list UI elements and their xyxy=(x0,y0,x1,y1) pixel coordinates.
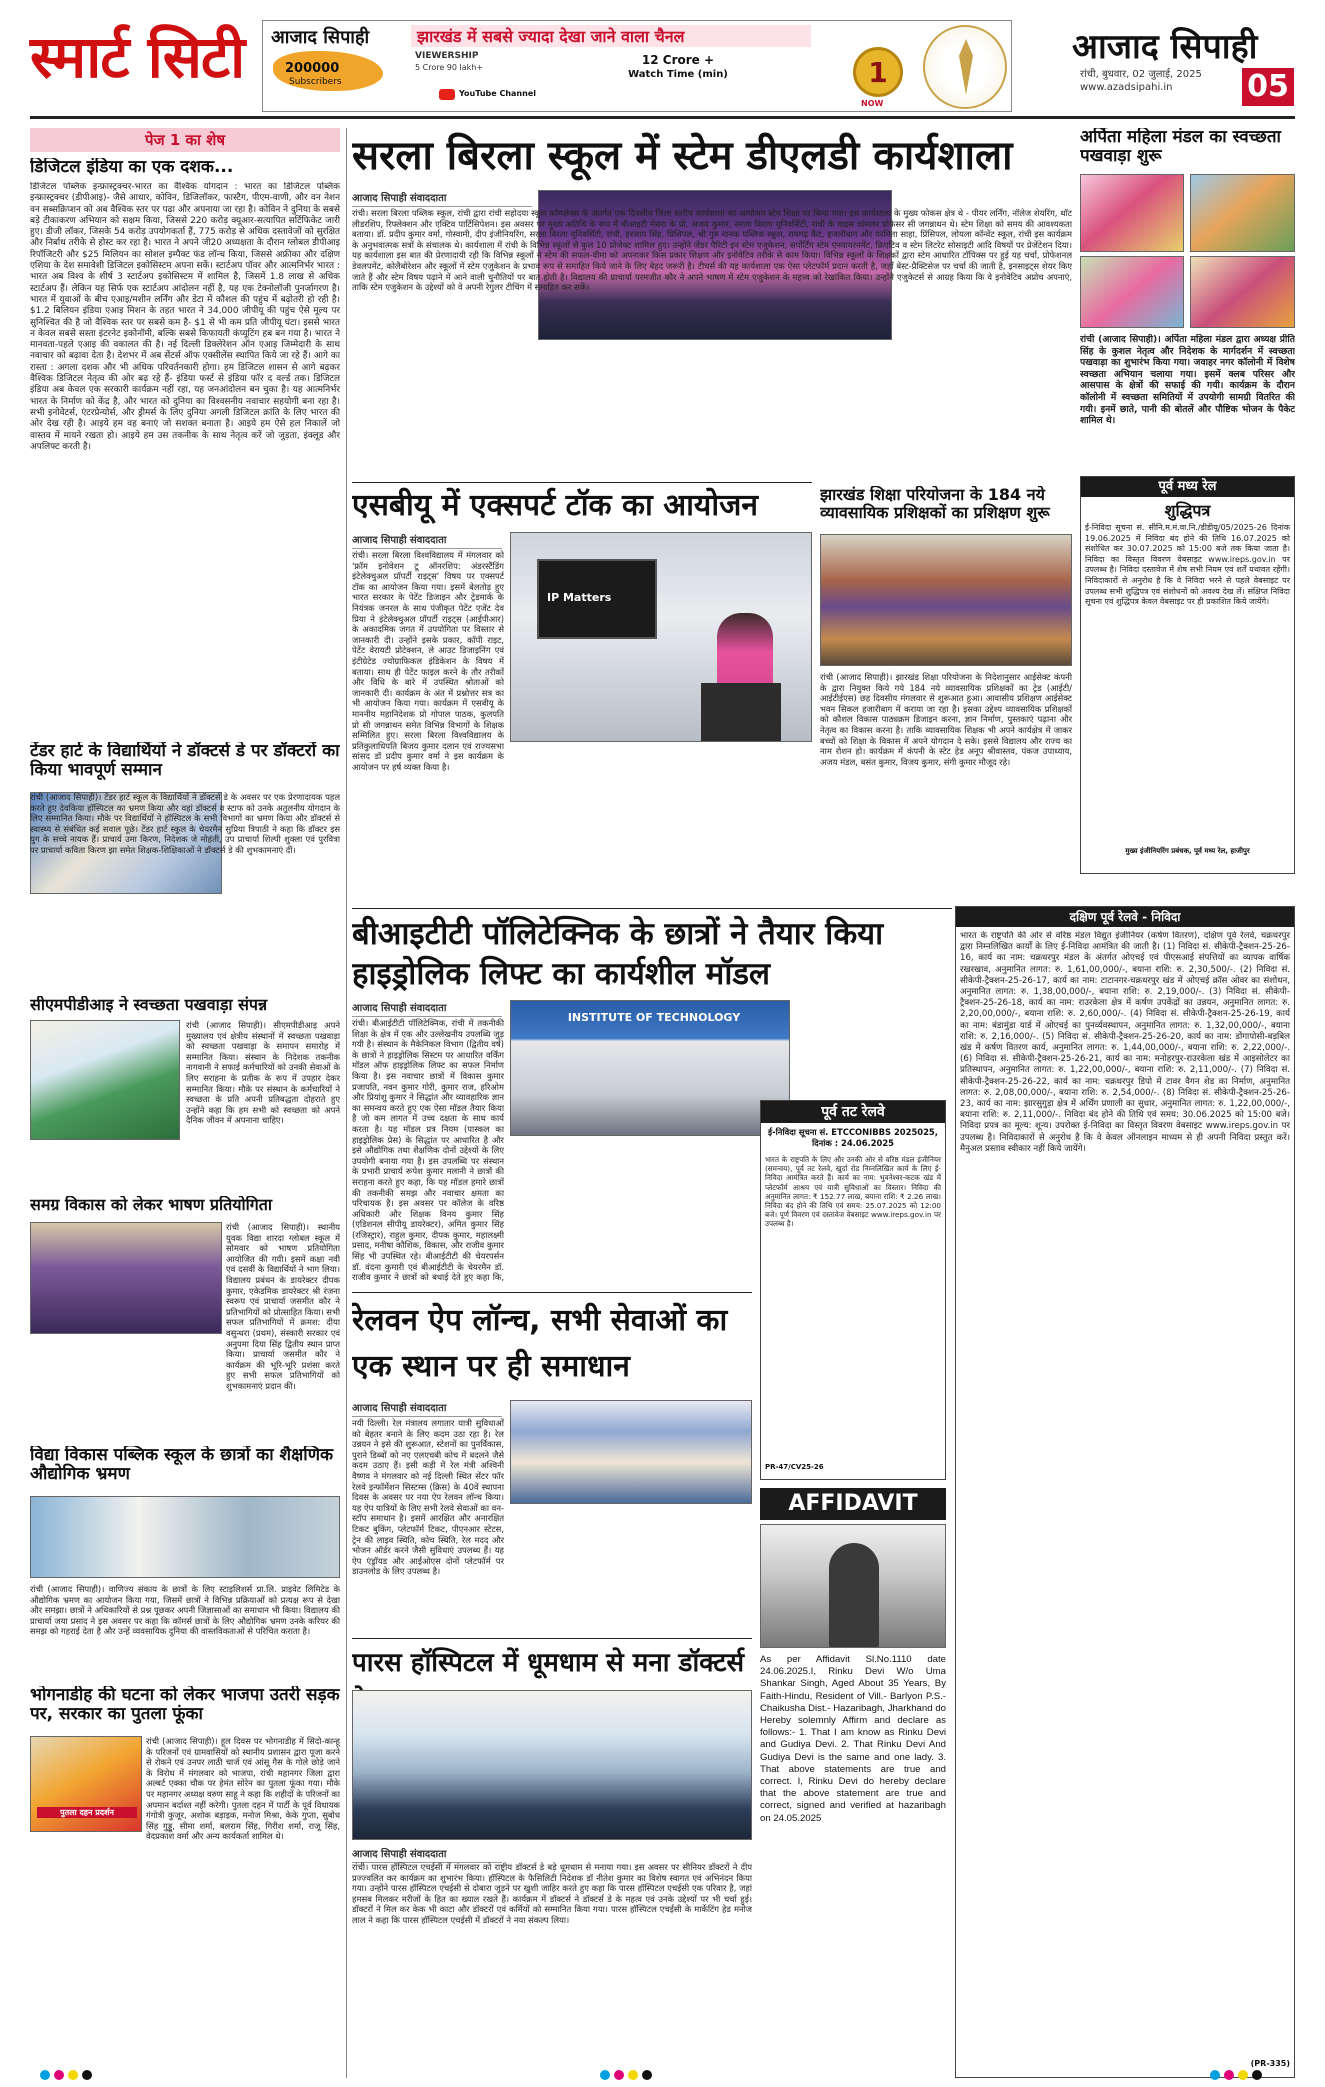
arpita-headline: अर्पिता महिला मंडल का स्वच्छता पखवाड़ा शुरू xyxy=(1080,128,1281,167)
arpita-photo-4 xyxy=(1190,256,1295,328)
digital-india-body: डिजिटल पब्लिक इन्फ्रास्ट्रक्चर-भारत का वैश्विक योगदान : भारत का डिजिटल पब्लिक इन्फ्रास्ट्रक्चर (डीपीआइ)- जैसे आधार, कोविन, डिजिलॉकर, फास्टैग, पीएम-वाणी, और वन नेशन वन सब्सक्रिप्शन को अब वैश्विक स्तर पर पढ़ा और अपनाया जा रहा है। कोविन ने दुनिया के सबसे बड़े टीकाकरण अभियान को सक्षम किया, जिससे 220 करोड़ क्यूआर-सत्यापित सर्टिफिकेट जारी हुए। डीजी लॉकर, जिसके 54 करोड़ उपयोगकर्ता हैं, 775 करोड़ से अधिक दस्तावेजों को सुरक्षित और निर्बाध तरीके से होस्ट कर रहा है। भारत ने अपने जी20 अध्यक्षता के दौरान ग्लोबल डीपीआइ रिपॉजिटरी और $25 मिलियन का सोशल इम्पैक्ट फंड लॉन्च किया, जिससे अफ्रीका और दक्षिण एशिया के देश समावेशी डिजिटल इकोसिस्टम अपना सकें। स्टार्टअप पॉवर और आत्मनिर्भर भारत : भारत अब विश्व के शीर्ष 3 स्टार्टअप इकोसिस्टम में शामिल है, जिसमें 1.8 लाख से अधिक स्टार्टअप हैं। लेकिन यह सिर्फ एक स्टार्टअप आंदोलन नहीं है, यह एक टेक्नोलॉजी पुनर्जागरण है। भारत में युवाओं के बीच एआइ/मशीन लर्निंग और डेटा में कौशल की पहुंच में बढ़ोतरी हो रही है। $1.2 बिलियन इंडिया एआइ मिशन के तहत भारत ने 34,000 जीपीयू की पहुंच ऐसे मूल्य पर सुनिश्चित की है जो वैश्विक स्तर पर सबसे कम है- $1 से भी कम प्रति जीपीयू घंटा। इससे भारत न केवल सबसे सस्ता इंटरनेट इकोनॉमी, बल्कि सबसे किफायती कंप्यूटिंग हब बन गया है। भारत ने मानवता-पहले एआइ की वकालत की है। नई दिल्ली डिक्लेरेशन ऑन एआइ जिम्मेदारी के साथ नवाचार को बढ़ावा देता है। देशभर में अब सेंटर्स ऑफ एक्सीलेंस स्थापित किये जा रहे हैं। आगे का रास्ता : अगला दशक और भी अधिक परिवर्तनकारी होगा। हम डिजिटल शासन से आगे बढ़कर वैश्विक डिजिटल नेतृत्व की ओर बढ़ रहे हैं- इंडिया फर्स्ट से इंडिया फॉर द वर्ल्ड तक। डिजिटल इंडिया अब केवल एक सरकारी कार्यक्रम नहीं रहा, यह जनआंदोलन बन चुका है। यह आत्मनिर्भर भारत के निर्माण को केंद्र है, और भारत को दुनिया का विश्वसनीय नवाचार सहयोगी बना रहा है। सभी इनोवेटर्स, एंटरप्रेन्योर्स, और ड्रीमर्स के लिए दुनिया अगली डिजिटल क्रांति के लिए भारत की ओर देख रही है। आइये हम वह बनाएं जो सशक्त बनाता है। आइये हम ऐसे हल निकालें जो वास्तव में मायने रखता हो। आइये हम उस तकनीक के साथ नेतृत्व करें जो जुड़ता, इंक्लूड और अपलिफ्ट करती है। xyxy=(30,182,340,452)
affidavit-notice xyxy=(760,1488,946,2078)
railone-photo xyxy=(510,1400,752,1504)
award-number: 1 xyxy=(868,56,888,89)
cmpdi-headline: सीएमपीडीआइ ने स्वच्छता पखवाड़ा संपन्न xyxy=(30,996,268,1014)
award-medal-icon xyxy=(853,47,903,97)
ser-header: दक्षिण पूर्व रेलवे - निविदा xyxy=(956,907,1294,927)
ecr-body: ई-निविदा सूचना सं. सीनि.म.मं.वा.नि./डीडीयू/05/2025-26 दिनांक 19.06.2025 में निविदा बंद होने की तिथि 16.07.2025 को संशोधित कर 30.07.2025 को 15:00 बजे तक किया जाता है। निविदा का विस्तृत विवरण वेबसाइट www.ireps.gov.in पर उपलब्ध है। निविदा दस्तावेज में शेष सभी नियम एवं शर्तें यथावत रहेंगी। निविदाकारों से अनुरोध है कि वे निविदा भरने से पहले वेबसाइट पर उपलब्ध सभी शुद्धिपत्र एवं संशोधनों को अवश्य देख लें। संक्षिप्त निविदा सूचना एवं शुद्धिपत्र केवल वेबसाइट पर ही प्रकाशित किये जायेंगे। xyxy=(1085,523,1290,607)
paras-photo xyxy=(352,1690,752,1840)
page-continued-label: पेज 1 का शेष xyxy=(30,128,340,152)
arpita-photo-1 xyxy=(1080,174,1184,252)
arpita-body: रांची (आजाद सिपाही)। अर्पिता महिला मंडल द्वारा अध्यक्ष प्रीति सिंह के कुशल नेतृत्व और निदेशक के मार्गदर्शन में स्वच्छता पखवाड़ा का शुभारंभ किया गया। जवाहर नगर कॉलोनी में विशेष स्वच्छता अभियान चलाया गया। इसमें क्लब परिसर और आसपास के क्षेत्रों की सफाई की गयी। कार्यक्रम के दौरान कॉलोनी में स्वच्छता समितियों में उपयोगी सामग्री वितरित की गयी। इनमें छाते, पानी की बोतलें और पौष्टिक भोजन के पैकेट शामिल थे। xyxy=(1080,334,1295,427)
ad-watch-label: Watch Time (min) xyxy=(628,69,728,80)
speech-contest-headline: समग्र विकास को लेकर भाषण प्रतियोगिता xyxy=(30,1196,273,1214)
affidavit-body: As per Affidavit Sl.No.1110 date 24.06.2025.I, Rinku Devi W/o Uma Shankar Singh, Aged About 35 Years, By Faith-Hindu, Resident of Vill.- Barlyon P.S.- Chaikusha Dist.- Hazaribagh, Jharkhand do Hereby solemnly Affirm and declare as follows:- 1. That I am know as Rinku Devi and Gudiya Devi. 2. That Rinku Devi And Gudiya Devi is the same and one lady. 3. That above statements are true and correct. I, Rinku Devi do hereby declare that the above statement are true and correct, signed and verified at hazaribagh on 24.05.2025 xyxy=(760,1654,946,1824)
sbu-headline: एसबीयू में एक्सपर्ट टॉक का आयोजन xyxy=(352,488,759,523)
pen-nib-icon xyxy=(923,25,1007,109)
arpita-photo-3 xyxy=(1080,256,1184,328)
yellow-dot xyxy=(68,2070,78,2080)
railone-top-rule xyxy=(352,1292,752,1293)
bhognadih-photo xyxy=(30,1736,142,1832)
sbu-podium xyxy=(701,683,781,742)
stem-headline: सरला बिरला स्कूल में स्टेम डीएलडी कार्यशाला xyxy=(352,133,1013,179)
bhognadih-body: रांची (आजाद सिपाही)। हूल दिवस पर भोगनाडीह में सिदो-कान्हू के परिजनों एवं ग्रामवासियों को स्थानीय प्रशासन द्वारा पूजा करने से रोकने एवं उनपर लाठी चार्ज एवं आंसू गैस के गोले छोड़े जाने के विरोध में मंगलवार को भाजपा, रांची महानगर जिला द्वारा अल्बर्ट एक्का चौक पर हेमंत सोरेन का पुतला फूंका गया। मौके पर महानगर अध्यक्ष वरुण साहू ने कहा कि शहीदों के परिजनों का अपमान बर्दाश्त नहीं करेगी। पुतला दहन में पार्टी के पूर्व विधायक गंगोत्री कुजूर, अशोक बड़ाइक, मनोज मिश्रा, केके गुप्ता, सुबोध सिंह गुड्डू, सीमा शर्मा, बलराम सिंह, गिरीश शर्मा, राजू सिंह, वेदप्रकाश वर्मा और अन्य कार्यकर्ता शामिल थे। xyxy=(146,1736,340,1842)
railone-article xyxy=(352,1292,752,1632)
ad-viewership-label: VIEWERSHIP xyxy=(415,51,479,61)
jharkhand-body: रांची (आजाद सिपाही)। झारखंड शिक्षा परियोजना के निदेशानुसार आईसेक्ट कंपनी के द्वारा नियुक्त किये गये 184 नये व्यावसायिक प्रशिक्षकों का ट्रेड (आईटी/आईटीईएस) छह दिवसीय मंगलवार से शुरूआत हुआ। आवासीय प्रशिक्षण आईसेक्ट भवन सिकल हजारीबाग में कराया जा रहा है। इसका उद्देश्य व्यावसायिक प्रशिक्षकों को कौशल विकास पाठ्यक्रम डिजाइन करना, ज्ञान निर्माण, पुस्तकाएं पढ़ाना और नेतृत्व का विकास करना है। ताकि व्यावसायिक शिक्षक भी अपने कार्यक्षेत्र में जाकर बच्चों को शिक्षा के विकास में अपने योगदान दे सके। इससे विद्यालय और राज्य का नाम रोशन हो। कार्यक्रम में कंपनी के स्टेट हेड अनूप श्रीवास्तव, पंकज उपाध्याय, अजय मंडल, बसंत कुमार, विजय कुमार, संगी कुमार मौजूद रहे। xyxy=(820,672,1072,767)
ad-brand: आजाद सिपाही xyxy=(271,27,370,48)
registration-marks-left xyxy=(40,2070,120,2082)
sbu-article xyxy=(352,482,812,902)
channel-ad-banner[interactable] xyxy=(262,20,1012,112)
ad-youtube-label: YouTube Channel xyxy=(459,89,536,98)
magenta-dot xyxy=(614,2070,624,2080)
stem-byline: आजाद सिपाही संवाददाता xyxy=(352,190,532,207)
digital-india-headline: डिजिटल इंडिया का एक दशक... xyxy=(30,158,234,177)
vidya-vikas-headline: विद्या विकास पब्लिक स्कूल के छात्रों का शैक्षणिक औद्योगिक भ्रमण xyxy=(30,1446,334,1485)
cmpdi-body: रांची (आजाद सिपाही)। सीएमपीडीआइ अपने मुख्यालय एवं क्षेत्रीय संस्थानों में स्वच्छता पखवाड़ा को स्वच्छता पखवाड़ा के समापन समारोह में सम्मानित किया। संस्थान के निदेशक तकनीक नागवानी ने सफाई कर्मचारियों को उनकी सेवाओं के लिए सराहना के प्रतीक के रूप में उपहार देकर सम्मानित किया। मौके पर संस्थान के कर्मचारियों ने स्वच्छता के प्रति अपनी प्रतिबद्धता दोहराते हुए उन्होंने कहा कि हम सभी को स्वच्छता को अपने दैनिक जीवन में अपनाना चाहिए। xyxy=(186,1020,340,1126)
sbu-slide-text: IP Matters xyxy=(547,591,612,604)
speech-contest-body: रांची (आजाद सिपाही)। स्थानीय युवक विद्या शारदा ग्लोबल स्कूल में सोमवार को भाषण प्रतियोगिता आयोजित की गयी। इसमें कक्षा नवी एवं दसवीं के विद्यार्थियों ने भाग लिया। विद्यालय प्रबंधन के डायरेक्टर दीपक कुमार, एकेडमिक डायरेक्टर श्री रंजना स्वरूप एवं प्राचार्या जसमीत कौर ने प्रतिभागियों को प्रोत्साहित किया। सभी सफल प्रतिभागियों में क्रमश: दीया वसुन्धरा (प्रथम), संस्कारी सरकार एवं अनुपमा दिया सिंह द्वितीय स्थान प्राप्त किया। प्राचार्या जसमीत कौर ने कार्यक्रम की भूरि-भूरि प्रशंसा करते हुए सभी सफल प्रतिभागियों को शुभकामनाएं प्रदान कीं। xyxy=(226,1222,340,1391)
masthead xyxy=(0,0,1325,120)
cyan-dot xyxy=(600,2070,610,2080)
affidavit-title: AFFIDAVIT xyxy=(760,1488,946,1520)
sbu-presentation-screen xyxy=(537,559,657,639)
ecr-header: पूर्व मध्य रेल xyxy=(1081,477,1294,497)
paras-body: रांची। पारस हॉस्पिटल एचईसी में मंगलवार को राष्ट्रीय डॉक्टर्स डे बड़े धूमधाम से मनाया गया। इस अवसर पर सीनियर डॉक्टरों ने दीप प्रज्ज्वलित कर कार्यक्रम का शुभारंभ किया। हॉस्पिटल के फैसिलिटी निदेशक डॉ नीतेश कुमार का विशेष स्वागत एवं अभिनंदन किया गया। उन्होंने पारस हॉस्पिटल एचईसी से दोबारा जुड़ने पर खुशी जाहिर करते हुए कहा कि पारस हॉस्पिटल एचईसी एक परिवार है, जहां हमसब मिलकर मरीजों के हित का ख्याल रखते हैं। कार्यक्रम में डॉक्टर्स ने डॉक्टर्स डे के महत्व एवं उनके उद्देश्यों पर भी चर्चा हुई। डॉक्टरों ने मिल कर केक भी काटा और डॉक्टरों एवं कर्मियों को सम्मानित किया गया। पारस हॉस्पिटल एचईसी के मार्केटिंग हेड मनोज लाल ने कहा कि पारस हॉस्पिटल एचईसी में डॉक्टरों ने नया संकल्प लिया। xyxy=(352,1862,752,1925)
bit-banner-text: INSTITUTE OF TECHNOLOGY xyxy=(567,1011,741,1024)
vidya-vikas-body: रांची (आजाद सिपाही)। वाणिज्य संकाय के छात्रों के लिए स्टाइलिशर्स प्रा.लि. प्राइवेट लिमिटेड के औद्योगिक भ्रमण का आयोजन किया गया, जिसमें छात्रों ने विभिन्न प्रक्रियाओं को प्रत्यक्ष रूप से देखा और समझा। छात्रों ने अधिकारियों से प्रश्न पूछकर अपनी जिज्ञासाओं का समाधान भी किया। विद्यालय की प्राचार्या जया प्रसाद ने इस अवसर पर कहा कि कॉमर्स छात्रों के लिए औद्योगिक भ्रमण उनके करियर की समझ को गहराई देता है और उन्हें व्यवसायिक दुनिया की वास्तविकताओं से परिचित कराता है। xyxy=(30,1584,340,1637)
bit-headline: बीआइटीटी पॉलिटेक्निक के छात्रों ने तैयार किया हाइड्रोलिक लिफ्ट का कार्यशील मॉडल xyxy=(352,916,884,992)
ad-subscribers: 200000 xyxy=(285,61,340,76)
bit-top-rule xyxy=(352,908,952,909)
ad-tagline: झारखंड में सबसे ज्यादा देखा जाने वाला चैनल xyxy=(411,25,811,47)
yellow-dot xyxy=(628,2070,638,2080)
left-column-divider xyxy=(346,128,347,2078)
ecor-notice xyxy=(760,1100,946,1480)
cmpdi-photo xyxy=(30,1020,180,1140)
paras-byline: आजाद सिपाही संवाददाता xyxy=(352,1846,502,1863)
black-dot xyxy=(642,2070,652,2080)
magenta-dot xyxy=(54,2070,64,2080)
black-dot xyxy=(1252,2070,1262,2080)
speech-contest-photo xyxy=(30,1222,222,1334)
magenta-dot xyxy=(1224,2070,1234,2080)
sbu-byline: आजाद सिपाही संवाददाता xyxy=(352,532,502,549)
paras-headline: पारस हॉस्पिटल में धूमधाम से मना डॉक्टर्स xyxy=(352,1648,745,1678)
bit-photo xyxy=(510,1000,790,1136)
tender-heart-headline: टेंडर हार्ट के विद्यार्थियों ने डॉक्टर्स डे पर डॉक्टरों का किया भावपूर्ण सम्मान xyxy=(30,742,340,781)
stem-body: रांची। सरला बिरला पब्लिक स्कूल, रांची द्वारा रांची सहोदया स्कूल कॉम्प्लेक्स के अंतर्गत एक दिवसीय जिला स्तरीय कार्यशाला का आयोजन स्टेम शिक्षा पर किया गया। इस कार्यशाला के मुख्य फोकस क्षेत्र थे - पीयर लर्निंग, नॉलेज शेयरिंग, थॉट लीडरशिप, रिफ्लेक्शन और एक्टिव पार्टिसिपेशन। इस अवसर पर मुख्य अतिथि के रूप में बीआइटी मेसरा के प्रो. अजय कुमार, सरला बिरला यूनिवर्सिटी, रांची के वाइस चांसलर प्रोफेसर सी जगन्नाथन थे। स्टेम शिक्षा को समय की आवश्यकता बताया। डॉ. प्रदीप कुमार वर्मा, गोस्वामी, दीप इंजीनियरिंग, सरला बिरला यूनिवर्सिटी, रांची, हरजाप सिंह, प्रिंसिपल, श्री गुरु नानक पब्लिक स्कूल, रामगढ़ कैंट, हजारीबाग और परमिता साहा, प्रिंसिपल, लोयला कॉन्वेंट स्कूल, रांची इस कार्यक्रम के अनुभवात्मक सत्रों के संचालक थे। कार्यशाला में रांची के विभिन्न स्कूलों से कुल 10 प्रोजेक्ट शामिल हुए। उन्होंने जेंडर पैरिटी इन स्टेम एजुकेशन, सर्पोर्टिंग स्टेम एनवायरनमेंट, क्रिएटिव व स्टेम लिटरेट सोसाइटी आदि विषयों पर प्रेजेंटेशन दिया। यह कार्यशाला इस बात की प्रेरणादायी रही कि विभिन्न स्कूलों ने स्टेम की सफल-वीमा को अपनाकर किस प्रकार शिक्षण और इनोवेटिव तरीके से काम किया। विभिन्न स्कूलों के शिक्षकों द्वारा स्टेम आधारित टॉपिक्स पर हुई यह चर्चा, प्रोफेशनल डेवलपमेंट, कोलैबोरेशन और स्कूलों में स्टेम एजुकेशन के प्रभाव रूप से समाहित किये जाने के लिए बेहद जरूरी है। टीचर्स की यह कार्यशाला एक ऐसा प्लेटफॉर्म प्रदान करती है, जहाँ बेस्ट-प्रैक्टिसेज पर चर्चा की जाती है, इनसाइट्स शेयर किए जाते हैं और स्टेम विषय पढ़ाने में आने वाली चुनौतियों पर बात होती है। विद्यालय की प्राचार्या परमजीत कौर ने अपने भाषण में स्टेम एजुकेशन के महत्त्व को रेखांकित किया। उन्होंने एजुकेटर्स से आग्रह किया कि वे इनोवेटिव अप्रोच अपनाएं, ताकि स्टेम एजुकेशन के उद्देश्यों को वे अपनी रेगुलर टीचिंग में समाहित कर सकें। xyxy=(352,208,1072,293)
left-column xyxy=(30,128,340,2078)
affidavit-photo xyxy=(760,1524,946,1648)
youtube-icon xyxy=(439,89,455,100)
bit-byline: आजाद सिपाही संवाददाता xyxy=(352,1000,502,1017)
ecor-header: पूर्व तट रेलवे xyxy=(761,1101,945,1123)
registration-marks-right xyxy=(1210,2070,1290,2082)
ecor-body: भारत के राष्ट्रपति के लिए और उनकी ओर से वरिष्ठ मंडल इंजीनियर (समन्वय), पूर्व तट रेलवे, खुर्दा रोड निम्नलिखित कार्य के लिए ई-निविदा आमंत्रित करते हैं। कार्य का नाम: भुवनेश्वर-कटक खंड में प्लेटफॉर्म आश्रय एवं यात्री सुविधाओं का विस्तार। निविदा की अनुमानित लागत: ₹ 152.77 लाख, बयाना राशि: ₹ 2.26 लाख। निविदा बंद होने की तिथि एवं समय: 25.07.2025 को 12:00 बजे। पूर्ण विवरण एवं दस्तावेज वेबसाइट www.ireps.gov.in पर उपलब्ध है। xyxy=(765,1155,941,1229)
tender-heart-body: रांची (आजाद सिपाही)। टेंडर हार्ट स्कूल के विद्यार्थियों ने डॉक्टर्स डे के अवसर पर एक प्रेरणादायक पहल करते हुए देवकिया हॉस्पिटल का भ्रमण किया और वहां डॉक्टर्स व स्टाफ को उनके अतुलनीय योगदान के लिए सम्मानित किया। मौके पर विद्यार्थियों ने हॉस्पिटल के सभी विभागों का भ्रमण किया और डॉक्टर्स से स्वास्थ्य से संबंधित कई सवाल पूछे। टेंडर हार्ट स्कूल के चेयरमैन सुप्रिया त्रिपाठी ने कहा कि डॉक्टर इस युग के सच्चे नायक हैं। प्राचार्य उमा किरण, निदेशक जे मोहंती, उप प्राचार्या शिल्पी शुक्ला एवं पुरवित्रा पर प्राचार्या कविता किरण झा समेत शिक्षक-शिक्षिकाओं ने डॉक्टर्स डे की शुभकामनाएं दीं। xyxy=(30,792,340,855)
yellow-dot xyxy=(1238,2070,1248,2080)
ad-viewership-value: 5 Crore 90 lakh+ xyxy=(415,63,484,72)
ecr-title: शुद्धिपत्र xyxy=(1164,501,1211,520)
ecr-footer: मुख्य इंजीनियरिंग प्रबंधक, पूर्व मध्य रेल, हाजीपुर xyxy=(1125,847,1250,855)
stem-article xyxy=(352,128,1072,474)
dateline: रांची, बुधवार, 02 जुलाई, 2025 xyxy=(1080,69,1202,80)
website[interactable]: www.azadsipahi.in xyxy=(1080,82,1173,93)
vidya-vikas-photo xyxy=(30,1496,340,1578)
ser-body: भारत के राष्ट्रपति की ओर से वरिष्ठ मंडल विद्युत इंजीनियर (कर्षण वितरण), दक्षिण पूर्व रेलवे, चक्रधरपुर द्वारा निम्नलिखित कार्यों के लिए ई-निविदा आमंत्रित की जाती है। (1) निविदा सं. सीकेपी-ट्रैक्शन-25-26-16, कार्य का नाम: चक्रधरपुर मंडल के अंतर्गत ओएचई एवं पीएसआई संपत्तियों का व्यापक वार्षिक रखरखाव, अनुमानित लागत: रु. 1,61,00,000/-, बयाना राशि: रु. 2,30,500/-. (2) निविदा सं. सीकेपी-ट्रैक्शन-25-26-17, कार्य का नाम: टाटानगर-चक्रधरपुर खंड में ओएचई क्रॉस ओवर का संशोधन, अनुमानित लागत: रु. 1,38,00,000/-, बयाना राशि: रु. 2,19,000/-. (3) निविदा सं. सीकेपी-ट्रैक्शन-25-26-18, कार्य का नाम: राउरकेला क्षेत्र में कर्षण उपकेंद्रों का उन्नयन, अनुमानित लागत: रु. 2,20,00,000/-, बयाना राशि: रु. 2,60,000/-. (4) निविदा सं. सीकेपी-ट्रैक्शन-25-26-19, कार्य का नाम: बंडामुंडा यार्ड में ओएचई का पुनर्व्यवस्थापन, अनुमानित लागत: रु. 1,32,00,000/-, बयाना राशि: रु. 2,16,000/-. (5) निविदा सं. सीकेपी-ट्रैक्शन-25-26-20, कार्य का नाम: डोंगापोसी-बड़बिल खंड में कर्षण वितरण कार्य, अनुमानित लागत: रु. 1,44,00,000/-, बयाना राशि: रु. 2,22,000/-. (6) निविदा सं. सीकेपी-ट्रैक्शन-25-26-21, कार्य का नाम: मनोहरपुर-राउरकेला खंड में आइसोलेटर का प्रतिस्थापन, अनुमानित लागत: रु. 1,22,00,000/-, बयाना राशि: रु. 2,11,000/-. (7) निविदा सं. सीकेपी-ट्रैक्शन-25-26-22, कार्य का नाम: चक्रधरपुर डिपो में टावर वैगन शेड का निर्माण, अनुमानित लागत: रु. 2,08,00,000/-, बयाना राशि: रु. 2,54,000/-. (8) निविदा सं. सीकेपी-ट्रैक्शन-25-26-23, कार्य का नाम: झारसुगुड़ा क्षेत्र में अर्थिंग प्रणाली का सुधार, अनुमानित लागत: रु. 1,22,00,000/-, बयाना राशि: रु. 2,11,000/-. निविदा बंद होने की तिथि एवं समय: 30.06.2025 को 15:00 बजे। निविदा प्रपत्र का मूल्य: शून्य। उपरोक्त ई-निविदा का विस्तृत विवरण वेबसाइट www.ireps.gov.in पर उपलब्ध है। निविदाकारों से अनुरोध है कि वे केवल ऑनलाइन माध्यम से ही अपनी निविदा प्रस्तुत करें। मैनुअल प्रस्ताव स्वीकार नहीं किये जायेंगे। xyxy=(960,931,1290,1154)
arpita-article xyxy=(1080,128,1295,468)
black-dot xyxy=(82,2070,92,2080)
jharkhand-photo xyxy=(820,534,1072,666)
paras-article xyxy=(352,1638,752,2078)
railone-headline: रेलवन ऐप लॉन्च, सभी सेवाओं का एक स्थान पर ही समाधान xyxy=(352,1303,728,1384)
masthead-rule xyxy=(30,116,1295,119)
sbu-body: रांची। सरला बिरला विश्वविद्यालय में मंगलवार को 'फ्रॉम इनोवेशन टू ऑनरशिप: अंडरस्टैंडिंग इंटेलेक्चुअल प्रॉपर्टी राइट्स' विषय पर एक्सपर्ट टॉक का आयोजन किया गया। इसमें बेलतोड़ हुए भारत सरकार के पेटेंट डिजाइन और ट्रेडमार्क के नियंत्रक जनरल के साथ पंजीकृत पेटेंट एजेंट देव प्रिया ने इंटेलेक्चुअल प्रॉपर्टी राइट्स (आईपीआर) के अकादमिक जगत में उपयोगिता पर विस्तार से जानकारी दी। उन्होंने इसके प्रकार, कॉपी राइट, पेटेंट वेरायटी प्रोटेक्शन, ले आउट डिजाइनिंग एवं इंटीग्रेटेड ज्योग्राफिकल इंडिकेशन के विषय में बताया। साथ ही पेटेंट फाइल करने के तौर तरीकों और विधि के बारे में उपस्थित श्रोताओं को जानकारी दी। कार्यक्रम के अंत में प्रश्नोत्तर सत्र का भी आयोजन किया गया। कार्यक्रम में एसबीयू के माननीय महानिदेशक प्रो गोपाल पाठक, कुलपति प्रो सी जगन्नाथन समेत विभिन्न विभागों के शिक्षक सम्मिलित हुए। सरला बिरला विश्वविद्यालय के प्रतिकुलाधिपति बिजय कुमार दलान एवं राज्यसभा सांसद डॉ प्रदीप कुमार वर्मा ने इस कार्यक्रम के आयोजन पर हर्ष व्यक्त किया है। xyxy=(352,550,504,772)
affidavit-portrait xyxy=(829,1543,879,1648)
ser-notice xyxy=(955,906,1295,2078)
railone-body: नयी दिल्ली। रेल मंत्रालय लगातार यात्री सुविधाओं को बेहतर बनाने के लिए कदम उठा रहा है। रेल उन्नयन ने इसे की शुरूआत, स्टेशनों का पुनर्विकास, पुराने डिब्बों को नए एलएचबी कोच में बदलने जैसे कदम उठाए हैं। इसी कड़ी में रेल मंत्री अश्विनी वैष्णव ने मंगलवार को नई दिल्ली स्थित सेंटर फॉर रेलवे इन्फॉर्मेशन सिस्टम्स (क्रिस) के 40वें स्थापना दिवस के अवसर पर नया ऐप रेलवन लॉन्च किया। यह ऐप यात्रियों के लिए सभी रेलवे सेवाओं का वन-स्टॉप समाधान है। इसमें आरक्षित और अनारक्षित टिकट बुकिंग, प्लेटफॉर्म टिकट, पीएनआर स्टेटस, ट्रेन की लाइव स्थिति, कोच स्थिति, रेल मदद और भोजन ऑर्डर करने जैसी सुविधाएं उपलब्ध हैं। यह ऐप एंड्रॉयड और आईओएस दोनों प्लेटफॉर्म पर डाउनलोड के लिए उपलब्ध है। xyxy=(352,1418,504,1577)
cyan-dot xyxy=(40,2070,50,2080)
cyan-dot xyxy=(1210,2070,1220,2080)
jharkhand-headline: झारखंड शिक्षा परियोजना के 184 नये व्यावसायिक प्रशिक्षकों का प्रशिक्षण शुरू xyxy=(820,486,1050,522)
ecr-notice xyxy=(1080,476,1295,874)
railone-byline: आजाद सिपाही संवाददाता xyxy=(352,1400,502,1417)
protest-banner-text: पुतला दहन प्रदर्शन xyxy=(37,1807,137,1818)
jharkhand-article xyxy=(820,482,1072,902)
section-title: स्मार्ट सिटी xyxy=(30,23,245,91)
paper-name: आजाद सिपाही xyxy=(1072,27,1258,67)
ecor-footer: PR-47/CV25-26 xyxy=(765,1463,824,1471)
ad-watch-value: 12 Crore + xyxy=(641,53,715,67)
ad-now-label: NOW xyxy=(861,99,884,108)
arpita-photo-2 xyxy=(1190,174,1295,252)
sbu-photo xyxy=(510,532,812,742)
registration-marks-center xyxy=(600,2070,680,2082)
paras-top-rule xyxy=(352,1638,752,1639)
ser-footer: (PR-335) xyxy=(1250,2059,1290,2068)
bit-body: रांची। बीआईटीटी पॉलिटेक्निक, रांची में तकनीकी शिक्षा के क्षेत्र में एक और उल्लेखनीय उपलब्धि जुड़ गयी है। संस्थान के मैकेनिकल विभाग (द्वितीय वर्ष) के छात्रों ने हाइड्रोलिक सिस्टम पर आधारित वर्किंग मॉडल ऑफ हाइड्रोलिक लिफ्ट का सफल निर्माण किया है। इस नवाचार छात्रों में विकास कुमार प्रजापति, नवन कुमार गोरी, कुमार राज, हरिओम और प्रियांशु कुमार ने सिद्धांत और व्यावहारिक ज्ञान का समन्वय करते हुए एक ऐसा मॉडल तैयार किया है जो कम लागत में उच्च दक्षता के साथ कार्य करता है। यह मॉडल प्रत्र नियम (पास्कल का हाइड्रोलिक प्रेस) के सिद्धांत पर आधारित है और इसे औद्योगिक तथा शैक्षणिक दोनों उद्देश्यों के लिए उपयोगी बनाया गया है। इस उपलब्धि पर संस्थान के प्रभारी प्राचार्य रूपेश कुमार मलानी ने छात्रों की सराहना करते हुए कहा, कि यह मॉडल हमारे छात्रों की तकनीकी समझ और नवाचार क्षमता का परिचायक है। इस अवसर पर कॉलेज के वरिष्ठ अधिकारी और शिक्षक विनय कुमार सिंह (एडिशनल सीपीयू डायरेक्टर), अमित कुमार सिंह (रजिस्ट्रार), राहुल कुमार, दीपक कुमार, महालक्ष्मी प्रसाद, मनीषा कौशिक, विकास, और राजीव कुमार सिंह भी उपस्थित रहे। बीआईटीटी की चेयरपर्सन डॉ. वंदना कुमारी एवं बीआईटीटी के चेयरमैन डॉ. राजीव कुमार ने छात्रों को बधाई देते हुए कहा कि, xyxy=(352,1018,504,1282)
ad-subscribers-label: Subscribers xyxy=(289,77,342,87)
sbu-top-rule xyxy=(352,482,812,483)
ecor-notice-number: ई-निविदा सूचना सं. ETCCONIBBS 2025025, दिनांक : 24.06.2025 xyxy=(768,1127,938,1148)
page-number: 05 xyxy=(1242,68,1294,106)
bhognadih-headline: भोगनाडीह की घटना को लेकर भाजपा उतरी सड़क पर, सरकार का पुतला फूंका xyxy=(30,1686,340,1725)
